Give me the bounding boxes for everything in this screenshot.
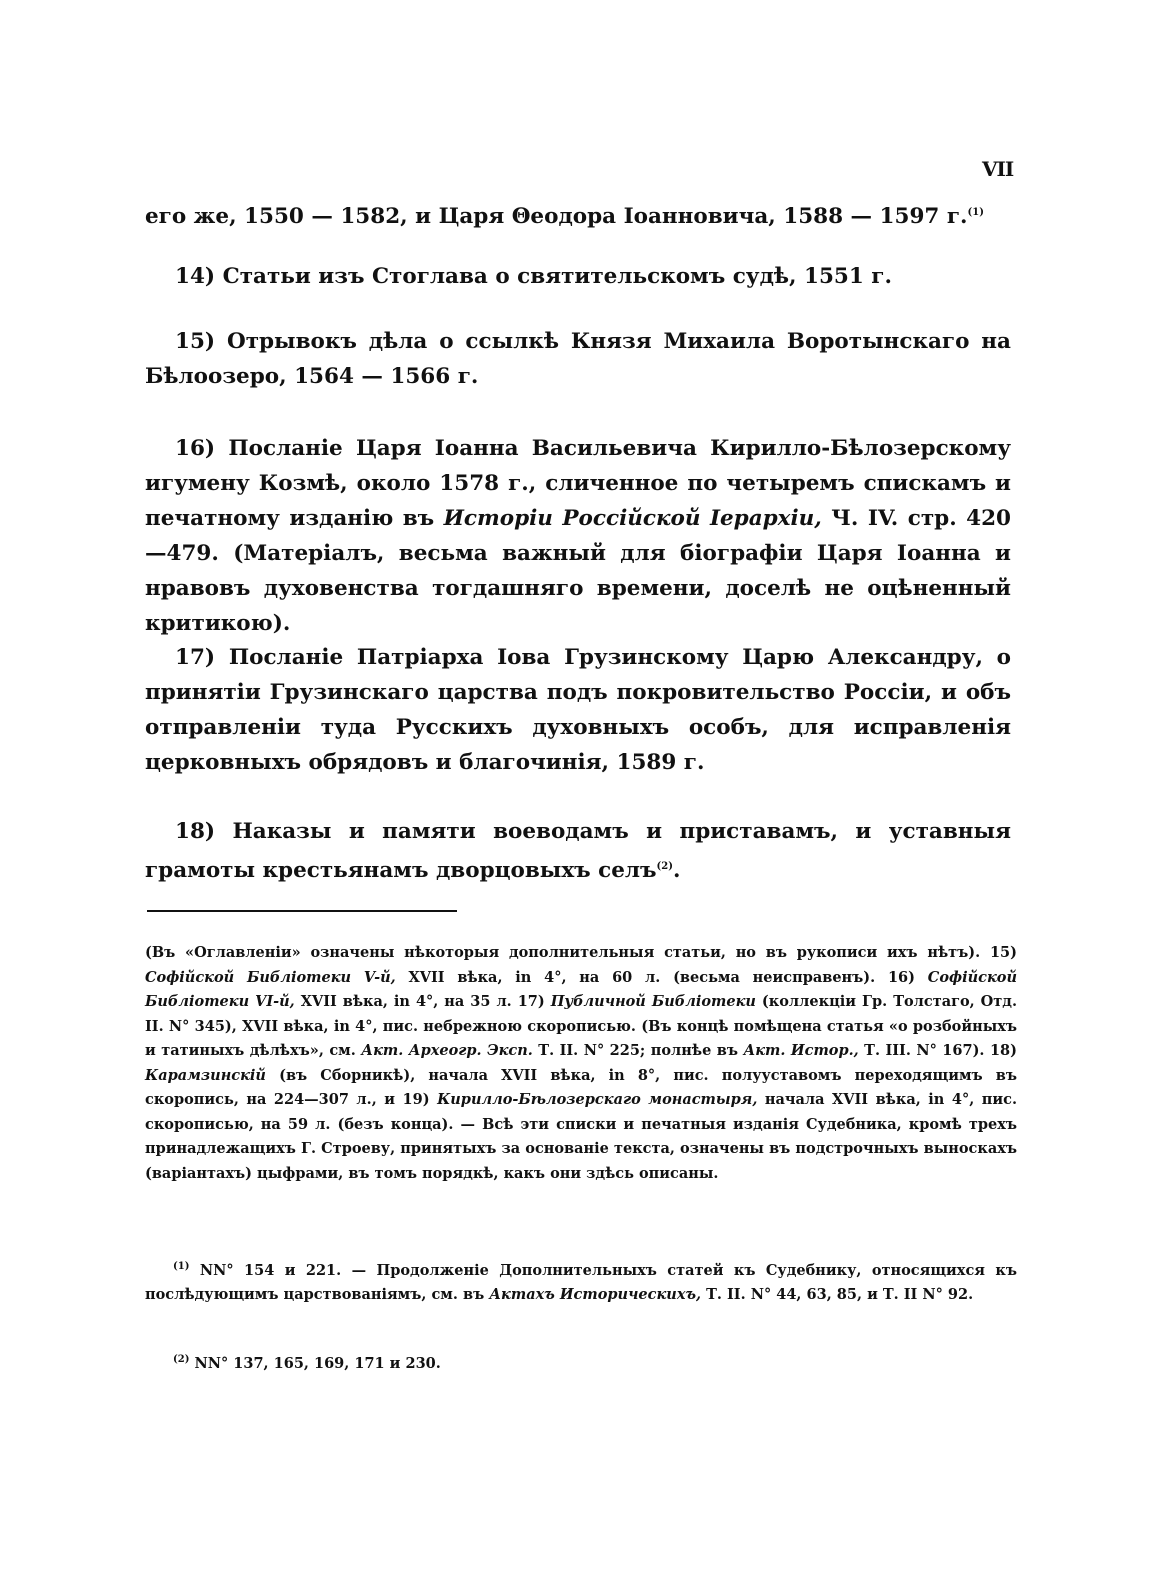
note-text: XVII вѣка, in 4°, на 60 л. (весьма неисправенъ). 16) bbox=[395, 968, 928, 986]
paragraph-continuation bbox=[145, 195, 1011, 234]
page-number: VII bbox=[982, 157, 1014, 181]
item-16 bbox=[145, 431, 1011, 641]
item-14 bbox=[145, 259, 1011, 294]
note-text: Т. II. N° 44, 63, 85, и Т. II N° 92. bbox=[701, 1286, 974, 1304]
item-number: 15) bbox=[175, 329, 216, 354]
item-text: Статьи изъ Стоглава о святительскомъ судѣ, 1551 г. bbox=[222, 264, 892, 289]
item-text-end: . bbox=[672, 858, 681, 884]
item-text: Наказы и памяти воеводамъ и приставамъ, и уставныя грамоты крестьянамъ дворцовыхъ селъ bbox=[145, 819, 1011, 884]
note-text-italic: Акт. Истор., bbox=[743, 1042, 859, 1059]
note-text: (въ Сборникѣ), начала XVII вѣка, in 8°, пис. полууставомъ переходящимъ въ скоропись, на 224—307 л., и 19) bbox=[145, 1066, 1017, 1108]
footnote-ref-1[interactable]: (1) bbox=[967, 207, 984, 218]
note-text: (коллекціи Гр. Толстаго, Отд. II. N° 345), XVII вѣка, in 4°, пис. небрежною скорописью. (Въ концѣ помѣщена статья «о розбойныхъ и татиныхъ дѣлѣхъ», см. bbox=[145, 993, 1017, 1059]
note-text-italic: Софійской Библіотеки VI-й, bbox=[145, 968, 1017, 1010]
note-text-italic: Акт. Археогр. Эксп. bbox=[361, 1042, 533, 1059]
note-text-italic: Публичной Библіотеки bbox=[550, 993, 756, 1010]
item-text: Посланіе Патріарха Іова Грузинскому Царю Александру, о принятіи Грузинскаго царства подъ покровительство Россіи, и объ отправленіи туда Русскихъ духовныхъ особъ, для исправленія церковныхъ обрядовъ и благочинія, 1589 г. bbox=[145, 645, 1011, 775]
note-text: NN° 154 и 221. — Продолженіе Дополнительныхъ статей къ Судебнику, относящихся къ послѣдующимъ царствованіямъ, см. въ bbox=[145, 1261, 1017, 1304]
footnote-ref-2[interactable]: (2) bbox=[656, 861, 673, 872]
footnote-separator bbox=[147, 910, 457, 912]
item-18 bbox=[145, 814, 1011, 888]
footnote-mark: (2) bbox=[173, 1354, 190, 1365]
item-number: 18) bbox=[175, 819, 216, 844]
item-text: Посланіе Царя Іоанна Васильевича Кирилло-Бѣлозерскому игумену Козмѣ, около 1578 г., сличенное по четыремъ спискамъ и печатному изданію въ bbox=[145, 436, 1011, 531]
item-number: 17) bbox=[175, 645, 216, 670]
footnote-2 bbox=[173, 1348, 1045, 1376]
note-text-italic: Софійской Библіотеки V-й, bbox=[145, 968, 396, 986]
item-17 bbox=[145, 640, 1011, 780]
item-number: 14) bbox=[175, 264, 216, 289]
note-text-italic: Карамзинскій bbox=[145, 1066, 266, 1084]
note-text: NN° 137, 165, 169, 171 и 230. bbox=[189, 1354, 441, 1372]
note-text: начала XVII вѣка, in 4°, пис. скорописью, на 59 л. (безъ конца). — Всѣ эти списки и печатныя изданія Судебника, кромѣ трехъ принадлежащихъ Г. Строеву, принятыхъ за основаніе текста, означены въ подстрочныхъ выноскахъ (варіантахъ) цыфрами, въ томъ порядкѣ, какъ они здѣсь описаны. bbox=[145, 1091, 1017, 1182]
note-text: (Въ «Оглавленіи» означены нѣкоторыя дополнительныя статьи, но въ рукописи ихъ нѣтъ). 15) bbox=[145, 944, 1017, 961]
note-text: Т. II. N° 225; полнѣе въ bbox=[532, 1042, 744, 1059]
item-text: Отрывокъ дѣла о ссылкѣ Князя Михаила Воротынскаго на Бѣлоозеро, 1564 — 1566 г. bbox=[145, 329, 1011, 389]
item-text-italic: Исторіи Россійской Іерархіи, bbox=[443, 506, 822, 531]
paragraph-text: его же, 1550 — 1582, и Царя Θеодора Іоанновича, 1588 — 1597 г. bbox=[145, 204, 968, 230]
item-number: 16) bbox=[175, 436, 216, 461]
note-text-italic: Актахъ Историческихъ, bbox=[489, 1286, 702, 1304]
footnote-mark: (1) bbox=[173, 1261, 190, 1272]
footnote-continuation bbox=[145, 941, 1017, 1186]
footnote-1 bbox=[145, 1255, 1017, 1308]
item-text: Ч. IV. стр. 420—479. (Матеріалъ, весьма важный для біографіи Царя Іоанна и нравовъ духовенства тогдашняго времени, доселѣ не оцѣненный критикою). bbox=[145, 506, 1012, 636]
item-15 bbox=[145, 324, 1011, 394]
note-text: XVII вѣка, in 4°, на 35 л. 17) bbox=[294, 993, 551, 1010]
note-text: Т. III. N° 167). 18) bbox=[858, 1042, 1017, 1059]
note-text-italic: Кирилло-Бѣлозерскаго монастыря, bbox=[437, 1091, 758, 1108]
